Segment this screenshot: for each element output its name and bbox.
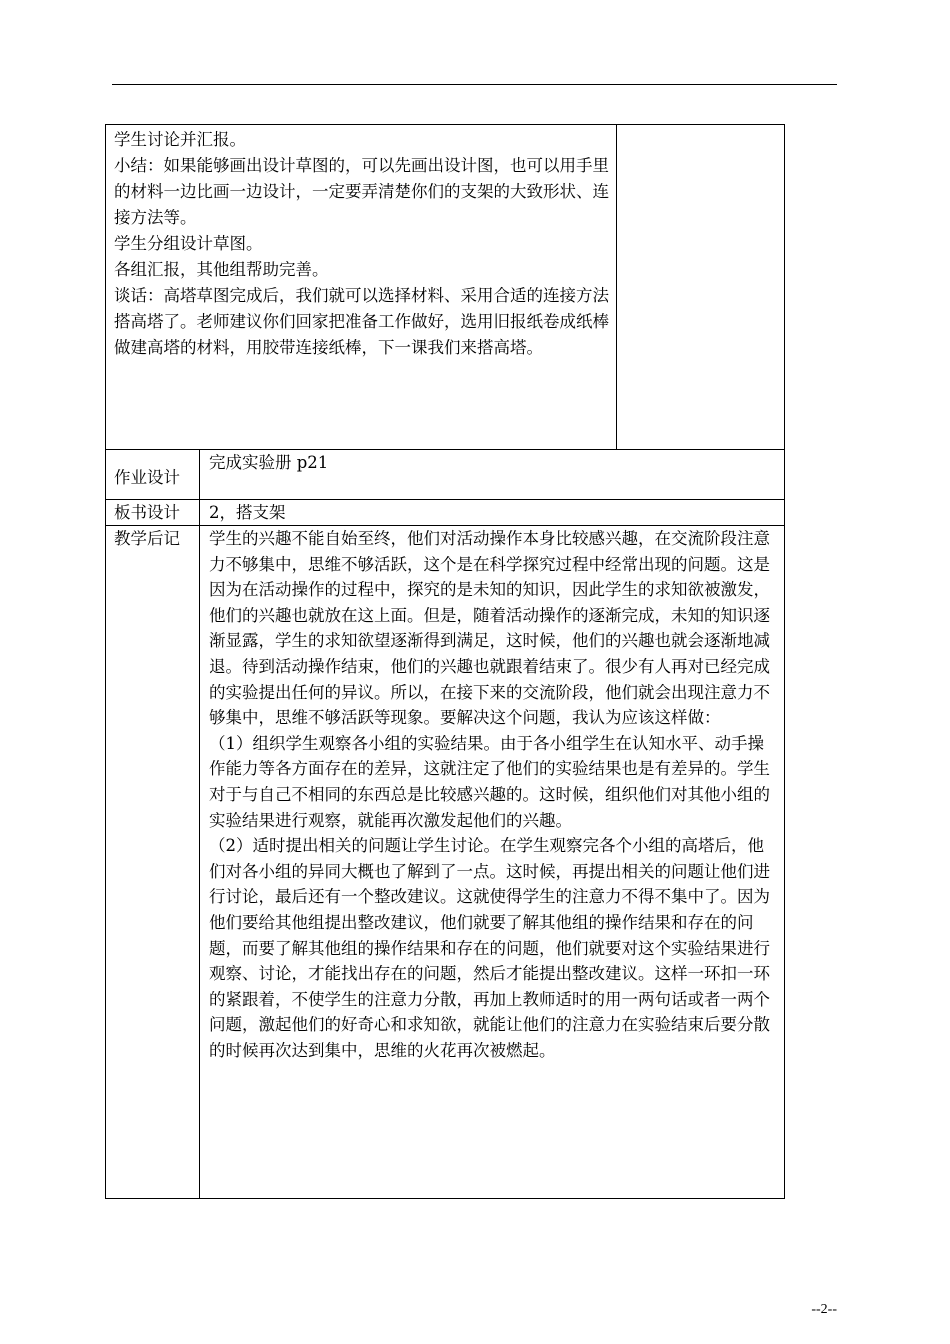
activity-line: 学生分组设计草图。 xyxy=(114,234,263,253)
header-rule xyxy=(112,84,837,85)
activity-line: 小结：如果能够画出设计草图的，可以先画出设计图，也可以用手里的材料一边比画一边设计，一定要弄清楚你们的支架的大致形状、连接方法等。 xyxy=(114,156,609,227)
reflection-paragraph: 学生的兴趣不能自始至终，他们对活动操作本身比较感兴趣，在交流阶段注意力不够集中，思维不够活跃，这个是在科学探究过程中经常出现的问题。这是因为在活动操作的过程中，探究的是未知的知识，因此学生的求知欲被激发，他们的兴趣也就放在这上面。但是，随着活动操作的逐渐完成，未知的知识逐渐显露，学生的求知欲望逐渐得到满足，这时候，他们的兴趣也就会逐渐地减退。待到活动操作结束，他们的兴趣也就跟着结束了。很少有人再对已经完成的实验提出任何的异议。所以，在接下来的交流阶段，他们就会出现注意力不够集中，思维不够活跃等现象。要解决这个问题，我认为应该这样做： xyxy=(209,529,770,728)
homework-content-cell xyxy=(199,449,785,500)
board-content: 2，搭支架 xyxy=(209,503,286,522)
activity-line: 学生讨论并汇报。 xyxy=(114,130,246,149)
homework-label: 作业设计 xyxy=(114,468,180,487)
board-label-cell xyxy=(105,499,200,526)
homework-content: 完成实验册 p21 xyxy=(209,453,329,472)
page-number: --2-- xyxy=(811,1302,837,1317)
reflection-content-cell xyxy=(199,525,785,1199)
reflection-label: 教学后记 xyxy=(114,529,180,548)
lesson-activity-cell xyxy=(105,124,617,450)
board-label: 板书设计 xyxy=(114,503,180,522)
reflection-paragraph: （1）组织学生观察各小组的实验结果。由于各小组学生在认知水平、动手操作能力等各方面存在的差异，这就注定了他们的实验结果也是有差异的。学生对于与自己不相同的东西总是比较感兴趣的。这时候，组织他们对其他小组的实验结果进行观察，就能再次激发起他们的兴趣。 xyxy=(209,733,770,830)
reflection-paragraph: （2）适时提出相关的问题让学生讨论。在学生观察完各个小组的高塔后，他们对各小组的异同大概也了解到了一点。这时候，再提出相关的问题让他们进行讨论，最后还有一个整改建议。这就使得学生的注意力不得不集中了。因为他们要给其他组提出整改建议，他们就要了解其他组的操作结果和存在的问题，而要了解其他组的操作结果和存在的问题，他们就要对这个实验结果进行观察、讨论，才能找出存在的问题，然后才能提出整改建议。这样一环扣一环的紧跟着，不使学生的注意力分散，再加上教师适时的用一两句话或者一两个问题，激起他们的好奇心和求知欲，就能让他们的注意力在实验结束后要分散的时候再次达到集中，思维的火花再次被燃起。 xyxy=(209,836,770,1060)
reflection-label-cell xyxy=(105,525,200,1199)
notes-cell xyxy=(616,124,785,450)
activity-line: 各组汇报，其他组帮助完善。 xyxy=(114,260,329,279)
homework-label-cell xyxy=(105,449,200,500)
activity-line: 谈话：高塔草图完成后，我们就可以选择材料、采用合适的连接方法搭高塔了。老师建议你们回家把准备工作做好，选用旧报纸卷成纸棒做建高塔的材料，用胶带连接纸棒，下一课我们来搭高塔。 xyxy=(114,286,609,357)
board-content-cell xyxy=(199,499,785,526)
